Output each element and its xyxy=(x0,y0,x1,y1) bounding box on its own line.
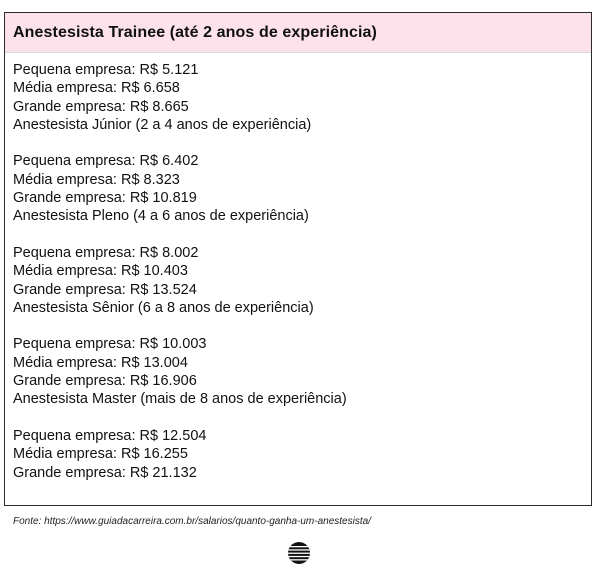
salary-line: Pequena empresa: R$ 12.504 xyxy=(13,427,207,444)
salary-line: Grande empresa: R$ 10.819 xyxy=(13,190,197,207)
salary-line: Pequena empresa: R$ 10.003 xyxy=(13,336,207,353)
striped-circle-logo-icon xyxy=(287,541,311,565)
salary-line: Pequena empresa: R$ 6.402 xyxy=(13,153,199,170)
salary-line: Pequena empresa: R$ 5.121 xyxy=(13,62,199,78)
salary-line: Média empresa: R$ 10.403 xyxy=(13,263,188,280)
salary-line: Grande empresa: R$ 21.132 xyxy=(13,464,197,481)
table-header xyxy=(5,13,591,53)
salary-line: Média empresa: R$ 16.255 xyxy=(13,446,188,463)
section-gap xyxy=(13,409,591,427)
level-heading: Anestesista Júnior (2 a 4 anos de experiência) xyxy=(13,116,312,133)
header-title: Anestesista Trainee (até 2 anos de experiência) xyxy=(13,23,377,41)
level-heading: Anestesista Pleno (4 a 6 anos de experiência) xyxy=(13,208,309,225)
section-gap xyxy=(13,226,591,244)
salary-list xyxy=(5,53,591,482)
source-citation: Fonte: https://www.guiadacarreira.com.br/salarios/quanto-ganha-um-anestesista/ xyxy=(13,516,371,527)
salary-line: Média empresa: R$ 13.004 xyxy=(13,354,188,371)
salary-line: Média empresa: R$ 6.658 xyxy=(13,80,180,97)
salary-line: Pequena empresa: R$ 8.002 xyxy=(13,244,199,261)
salary-table-card xyxy=(4,12,592,506)
section-gap xyxy=(13,134,591,152)
section-gap xyxy=(13,317,591,335)
level-heading: Anestesista Master (mais de 8 anos de experiência) xyxy=(13,391,347,408)
salary-line: Média empresa: R$ 8.323 xyxy=(13,171,180,188)
salary-line: Grande empresa: R$ 13.524 xyxy=(13,281,197,298)
salary-line: Grande empresa: R$ 16.906 xyxy=(13,373,197,390)
level-heading: Anestesista Sênior (6 a 8 anos de experiência) xyxy=(13,299,314,316)
salary-line: Grande empresa: R$ 8.665 xyxy=(13,98,189,115)
